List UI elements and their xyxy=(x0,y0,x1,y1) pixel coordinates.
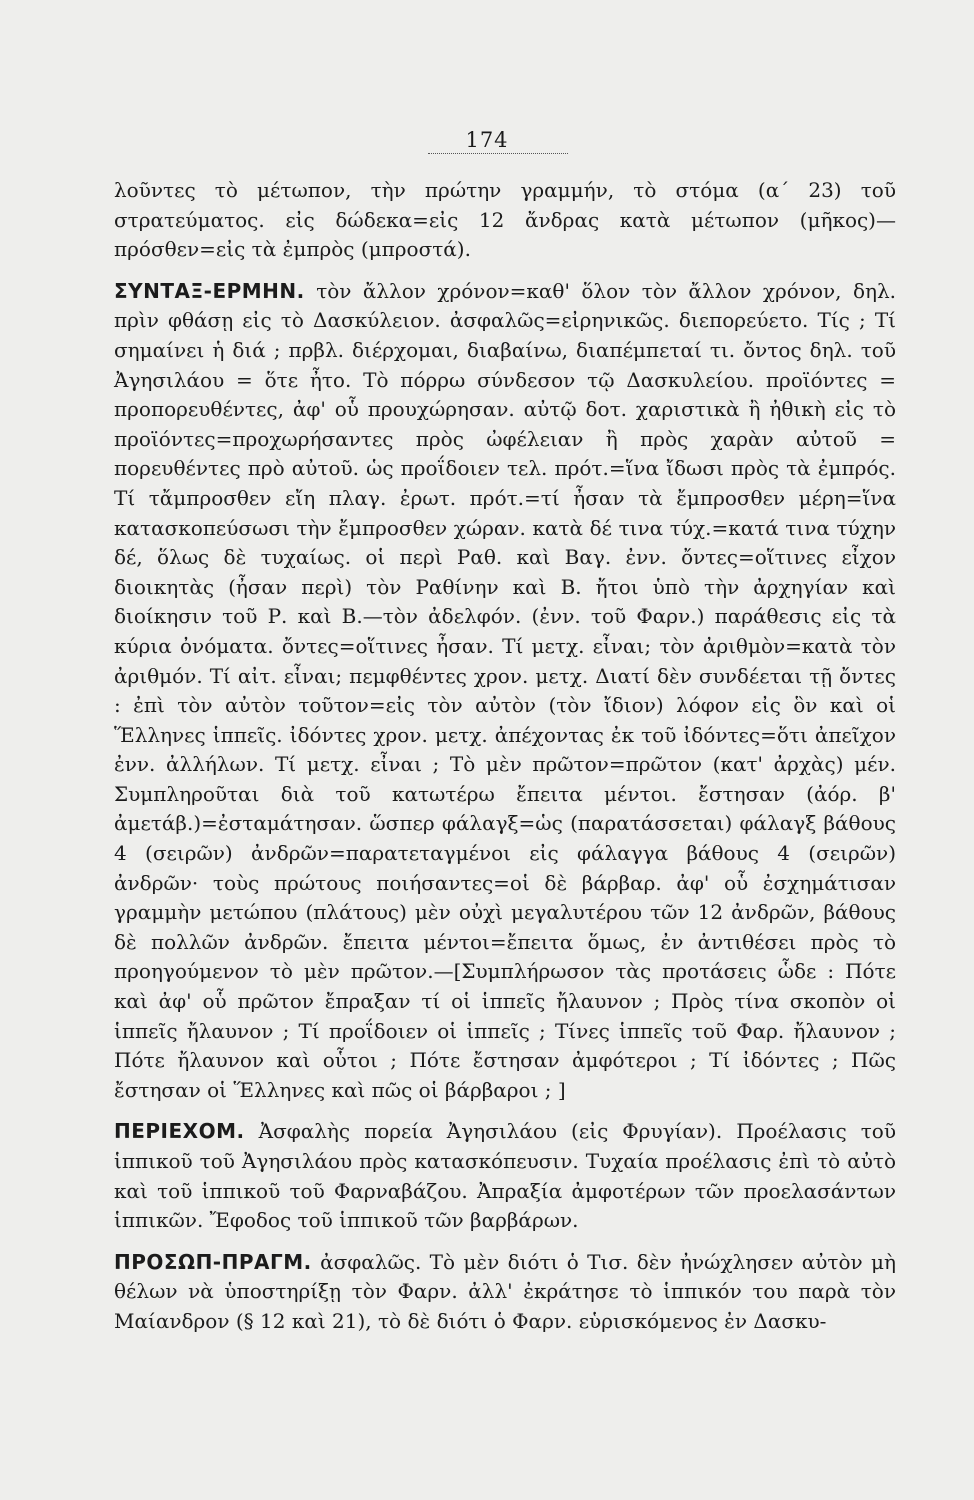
paragraph-text: Ἀσφαλὴς πορεία Ἀγησιλάου (εἰς Φρυγίαν). Προέλασις τοῦ ἱππικοῦ τοῦ Ἀγησιλάου πρὸς κατασκόπευσιν. Τυχαία προέλασις ἐπὶ τὸ αὐτὸ καὶ τοῦ ἱππικοῦ τοῦ Φαρναβάζου. Ἀπραξία ἀμφοτέρων τῶν προελασάντων ἱππικῶν. Ἔφοδος τοῦ ἱππικοῦ τῶν βαρβάρων. xyxy=(114,1119,896,1233)
page-number: 174 xyxy=(465,128,509,152)
persons-facts-section xyxy=(114,1248,896,1337)
section-heading: ΠΡΟΣΩΠ-ΠΡΑΓΜ. xyxy=(114,1249,312,1274)
syntax-interpretation-section xyxy=(114,277,896,1106)
contents-section xyxy=(114,1117,896,1235)
paragraph-text: ἀσφαλῶς. Τὸ μὲν διότι ὁ Τισ. δὲν ἠνώχλησεν αὐτὸν μὴ θέλων νὰ ὑποστηρίξῃ τὸν Φαρν. ἀλλ' ἐκράτησε τὸ ἱππικόν του παρὰ τὸν Μαίανδρον (§ 12 καὶ 21), τὸ δὲ διότι ὁ Φαρν. εὑρισκόμενος ἐν Δασκυ- xyxy=(114,1249,897,1333)
paragraph-text: λοῦντες τὸ μέτωπον, τὴν πρώτην γραμμήν, τὸ στόμα (α΄ 23) τοῦ στρατεύματος. εἰς δώδεκα=εἰς 12 ἄνδρας κατὰ μέτωπον (μῆκος)—πρόσθεν=εἰς τὰ ἐμπρὸς (μπροστά). xyxy=(114,178,896,262)
paragraph-text: τὸν ἄλλον χρόνον=καθ' ὅλον τὸν ἄλλον χρόνον, δηλ. πρὶν φθάσῃ εἰς τὸ Δασκύλειον. ἀσφαλῶς=εἰρηνικῶς. διεπορεύετο. Τίς ; Τί σημαίνει ἡ διά ; πρβλ. διέρχομαι, διαβαίνω, διαπέμπεταί τι. ὄντος δηλ. τοῦ Ἀγησιλάου = ὅτε ἦτο. Τὸ πόρρω σύνδεσον τῷ Δασκυλείου. προϊόντες = προπορευθέντες, ἀφ' οὗ προυχώρησαν. αὐτῷ δοτ. χαριστικὰ ἢ ἠθικὴ εἰς τὸ προϊόντες=προχωρήσαντες πρὸς ὠφέλειαν ἢ πρὸς χαρὰν αὐτοῦ = πορευθέντες πρὸ αὐτοῦ. ὡς προΐδοιεν τελ. πρότ.=ἵνα ἴδωσι πρὸς τὰ ἐμπρός. Τί τἄμπροσθεν εἴη πλαγ. ἐρωτ. πρότ.=τί ἦσαν τὰ ἔμπροσθεν μέρη=ἵνα κατασκοπεύσωσι τὴν ἔμπροσθεν χώραν. κατὰ δέ τινα τύχ.=κατά τινα τύχην δέ, ὅλως δὲ τυχαίως. οἱ περὶ Ραθ. καὶ Βαγ. ἐνν. ὄντες=οἵτινες εἶχον διοικητὰς (ἦσαν περὶ) τὸν Ραθίνην καὶ Β. ἤτοι ὑπὸ τὴν ἀρχηγίαν καὶ διοίκησιν τοῦ Ρ. καὶ Β.—τὸν ἀδελφόν. (ἐνν. τοῦ Φαρν.) παράθεσις εἰς τὰ κύρια ὀνόματα. ὄντες=οἵτινες ἦσαν. Τί μετχ. εἶναι; τὸν ἀριθμὸν=κατὰ τὸν ἀριθμόν. Τί αἰτ. εἶναι; πεμφθέντες χρον. μετχ. Διατί δὲν συνδέεται τῇ ὄντες : ἐπὶ τὸν αὐτὸν τοῦτον=εἰς τὸν αὐτὸν (τὸν ἴδιον) λόφον εἰς ὃν καὶ οἱ Ἕλληνες ἱππεῖς. ἰδόντες χρον. μετχ. ἀπέχοντας ἐκ τοῦ ἰδόντες=ὅτι ἀπεῖχον ἐνν. ἀλλήλων. Τί μετχ. εἶναι ; Τὸ μὲν πρῶτον=πρῶτον (κατ' ἀρχὰς) μέν. Συμπληροῦται διὰ τοῦ κατωτέρω ἔπειτα μέντοι. ἔστησαν (ἀόρ. β' ἀμετάβ.)=ἐσταμάτησαν. ὥσπερ φάλαγξ=ὡς (παρατάσσεται) φάλαγξ βάθους 4 (σειρῶν) ἀνδρῶν=παρατεταγμένοι εἰς φάλαγγα βάθους 4 (σειρῶν) ἀνδρῶν· τοὺς πρώτους ποιήσαντες=οἱ δὲ βάρβαρ. ἀφ' οὗ ἐσχημάτισαν γραμμὴν μετώπου (πλάτους) μὲν οὐχὶ μεγαλυτέρου τῶν 12 ἀνδρῶν, βάθους δὲ πολλῶν ἀνδρῶν. ἔπειτα μέντοι=ἔπειτα ὅμως, ἐν ἀντιθέσει πρὸς τὸ προηγούμενον τὸ μὲν πρῶτον.—[Συμπλήρωσον τὰς προτάσεις ὧδε : Πότε καὶ ἀφ' οὗ πρῶτον ἔπραξαν τί οἱ ἱππεῖς ἤλαυνον ; Πρὸς τίνα σκοπὸν οἱ ἱππεῖς ἤλαυνον ; Τί προΐδοιεν οἱ ἱππεῖς ; Τίνες ἱππεῖς τοῦ Φαρ. ἤλαυνον ; Πότε ἤλαυνον καὶ οὗτοι ; Πότε ἔστησαν ἀμφότεροι ; Τί ἰδόντες ; Πῶς ἔστησαν οἱ Ἕλληνες καὶ πῶς οἱ βάρβαροι ; ] xyxy=(114,278,897,1102)
continuation-paragraph xyxy=(114,176,896,265)
page-body xyxy=(114,176,896,1337)
section-heading: ΣΥΝΤΑΞ-ΕΡΜΗΝ. xyxy=(114,278,305,303)
page-number-rule xyxy=(428,153,568,154)
section-heading: ΠΕΡΙΕΧΟΜ. xyxy=(114,1119,245,1144)
